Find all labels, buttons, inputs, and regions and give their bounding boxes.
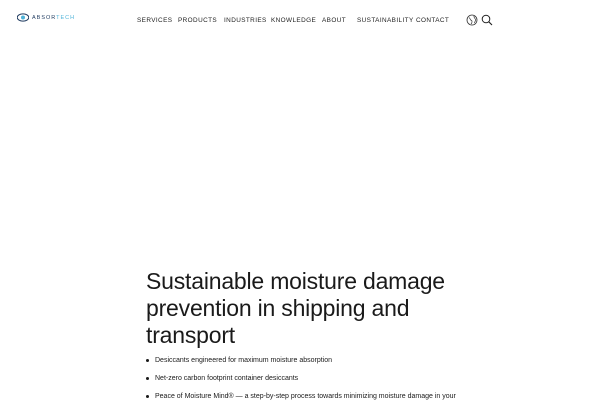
globe-icon <box>466 14 478 26</box>
nav-item-industries[interactable]: INDUSTRIES <box>224 17 267 24</box>
hero-bullet: Peace of Moisture Mind® — a step-by-step process towards minimizing moisture damage in your <box>146 392 466 400</box>
site-header <box>0 0 600 40</box>
hero-bullet: Desiccants engineered for maximum moisture absorption <box>146 356 466 374</box>
hero-bullet-list <box>146 356 466 400</box>
absortech-logo[interactable] <box>17 13 75 22</box>
search-icon <box>481 14 493 26</box>
nav-item-contact[interactable]: CONTACT <box>416 17 450 24</box>
hero-bullet: Net-zero carbon footprint container desiccants <box>146 374 466 392</box>
nav-item-about[interactable]: ABOUT <box>322 17 347 24</box>
search-button[interactable] <box>481 13 493 25</box>
nav-item-products[interactable]: PRODUCTS <box>178 17 218 24</box>
hero-title: Sustainable moisture damage prevention in shipping and transport <box>146 268 445 348</box>
language-button[interactable] <box>466 13 478 25</box>
logo-eye-icon <box>17 13 29 22</box>
nav-item-knowledge[interactable]: KNOWLEDGE <box>271 17 317 24</box>
nav-item-sustainability[interactable]: SUSTAINABILITY <box>357 17 414 24</box>
logo-wordmark: ABSORTECH <box>32 14 76 21</box>
nav-item-services[interactable]: SERVICES <box>137 17 173 24</box>
